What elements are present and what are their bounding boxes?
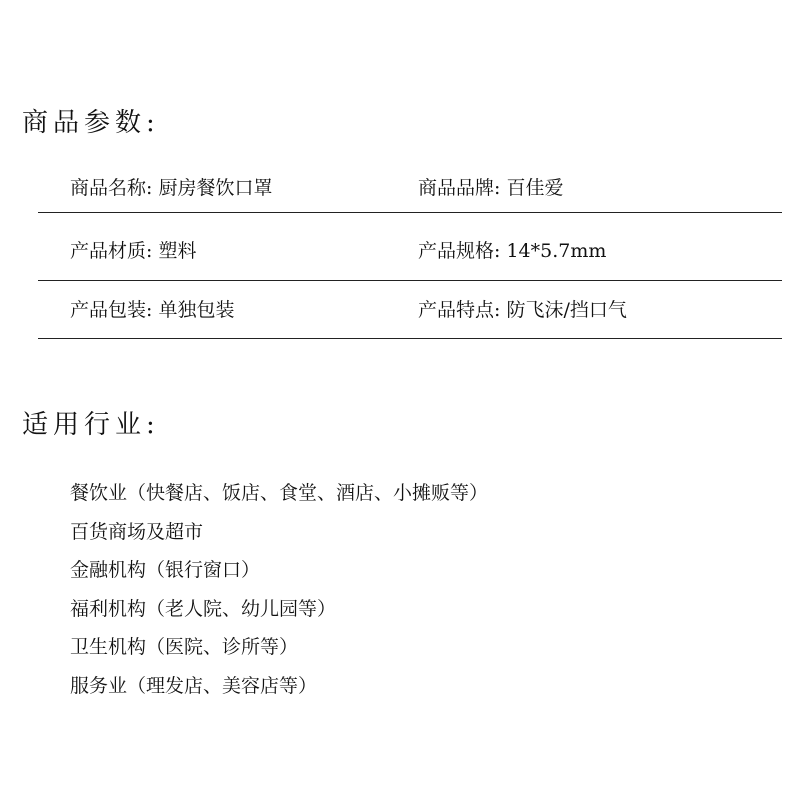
param-material: 产品材质: 塑料 (70, 240, 197, 262)
row-divider (38, 212, 782, 213)
row-divider (38, 280, 782, 281)
list-item: 卫生机构（医院、诊所等） (70, 636, 299, 658)
param-product-name: 商品名称: 厨房餐饮口罩 (70, 177, 273, 199)
list-item: 百货商场及超市 (70, 520, 204, 543)
list-item: 金融机构（银行窗口） (70, 559, 261, 581)
param-row (38, 173, 782, 203)
list-item: 福利机构（老人院、幼儿园等） (70, 597, 337, 620)
list-item: 餐饮业（快餐店、饭店、食堂、酒店、小摊贩等） (70, 482, 489, 504)
row-divider (38, 338, 782, 339)
list-item: 服务业（理发店、美容店等） (70, 674, 318, 697)
industry-list (70, 474, 488, 705)
params-section-title: 商品参数: (22, 108, 160, 138)
param-features: 产品特点: 防飞沫/挡口气 (418, 299, 627, 321)
param-row (38, 236, 782, 266)
param-row (38, 295, 782, 325)
industry-section-title: 适用行业: (22, 410, 160, 440)
param-packaging: 产品包装: 单独包装 (70, 299, 235, 321)
param-specification: 产品规格: 14*5.7mm (418, 240, 607, 262)
param-product-brand: 商品品牌: 百佳爱 (418, 177, 564, 199)
